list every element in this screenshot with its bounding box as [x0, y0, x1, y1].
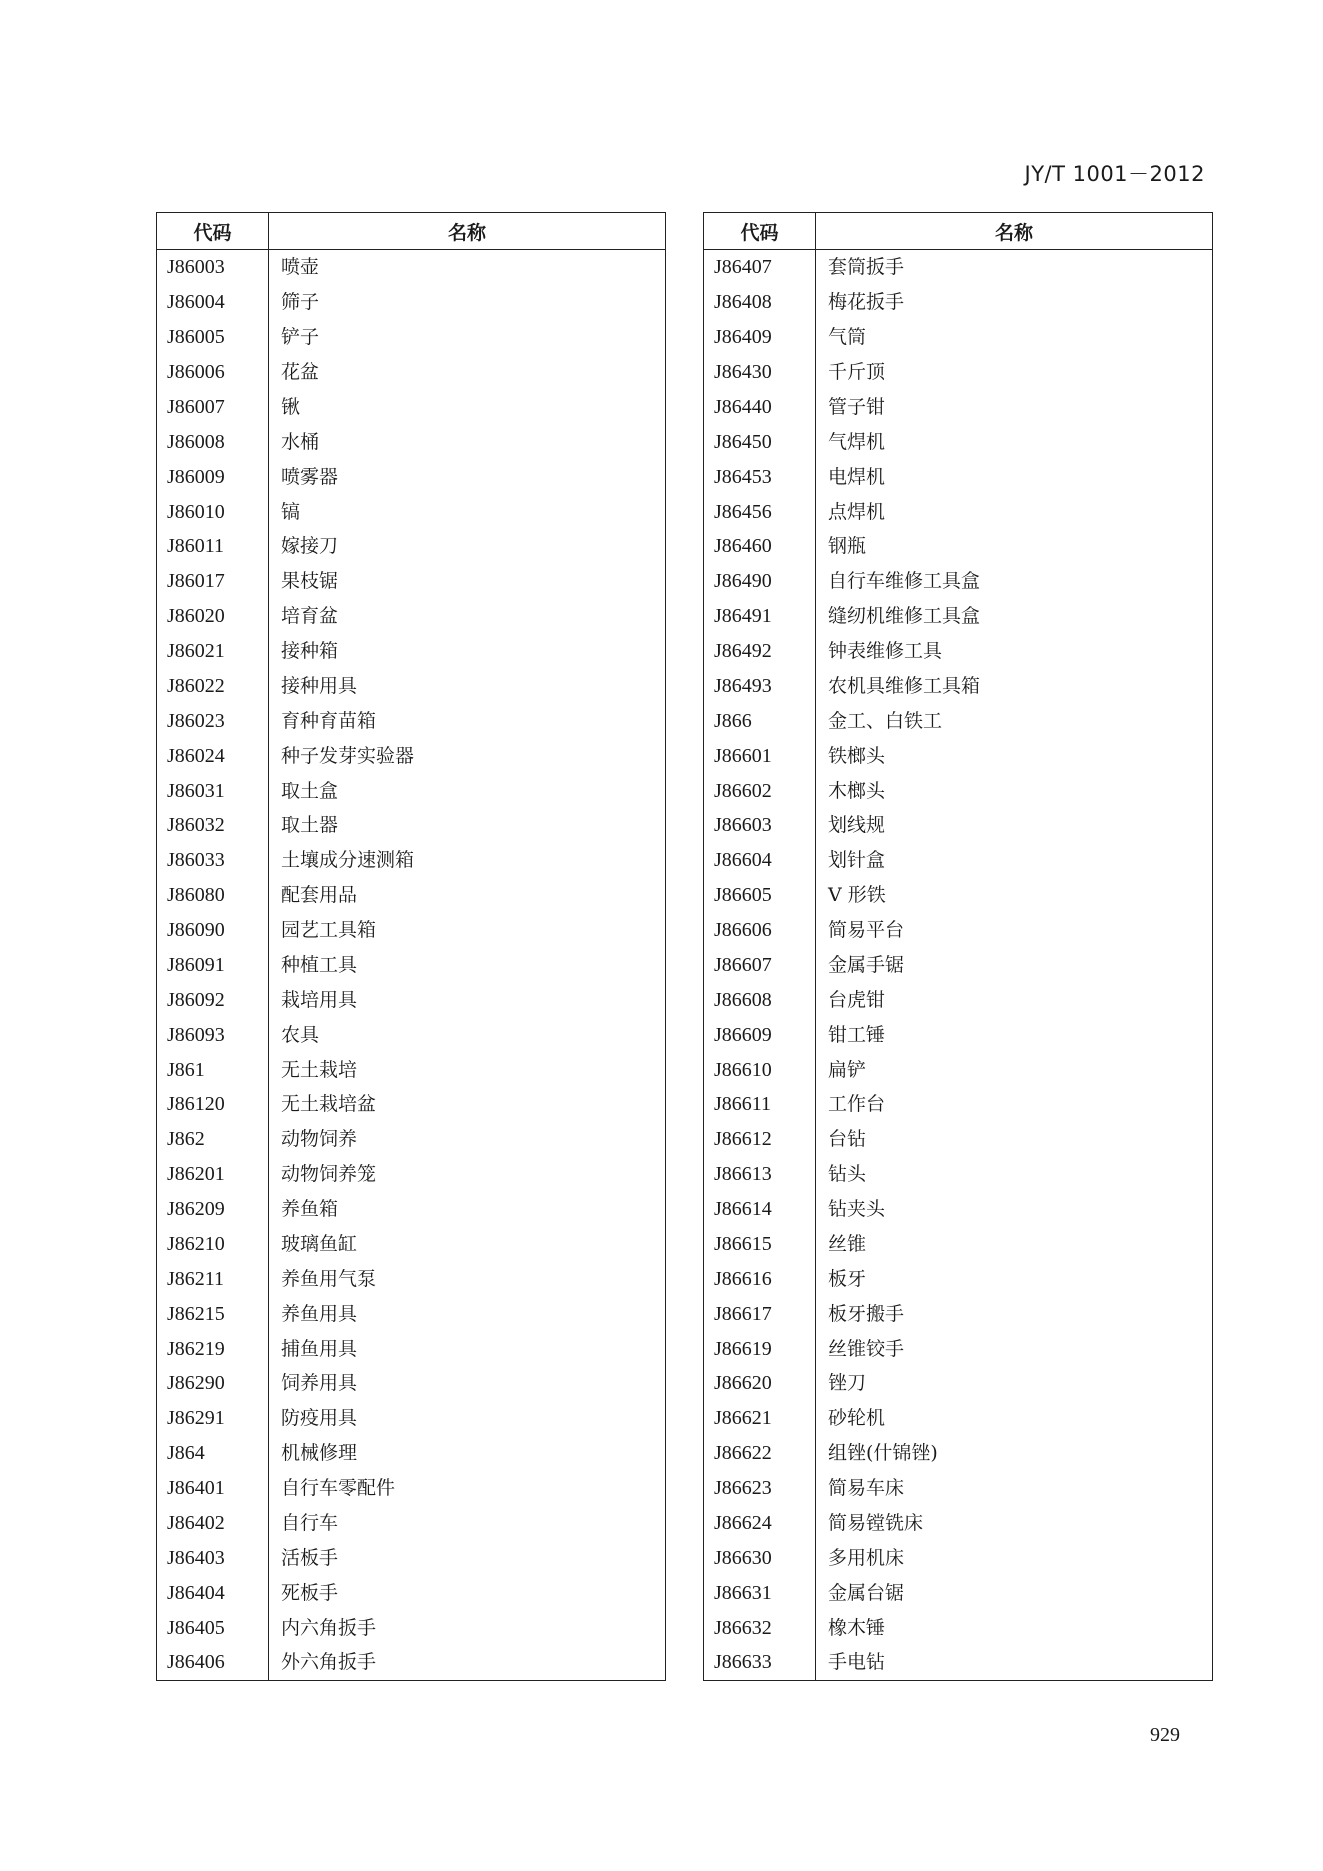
cell-name: 丝锥铰手	[828, 1337, 905, 1360]
cell-name: 橡木锤	[828, 1616, 886, 1639]
table-row	[157, 494, 666, 529]
cell-name: 锉刀	[828, 1372, 867, 1395]
table-row	[157, 1436, 666, 1471]
table-row	[704, 913, 1213, 948]
cell-name: 镐	[281, 500, 301, 523]
cell-code: J86491	[704, 599, 816, 634]
table-row	[157, 1366, 666, 1401]
cell-code: J86606	[704, 913, 816, 948]
cell-code: J86613	[704, 1157, 816, 1192]
table-row	[157, 913, 666, 948]
table-row	[704, 1087, 1213, 1122]
table-row	[704, 1052, 1213, 1087]
cell-name: 无土栽培盆	[281, 1093, 377, 1116]
table-row	[704, 599, 1213, 634]
cell-code: J86614	[704, 1192, 816, 1227]
cell-code: J86402	[157, 1506, 269, 1541]
cell-name: 铁榔头	[828, 744, 886, 767]
cell-name: 自行车维修工具盒	[828, 570, 981, 593]
cell-code: J86020	[157, 599, 269, 634]
cell-name: 金属手锯	[828, 953, 905, 976]
cell-code: J86619	[704, 1331, 816, 1366]
cell-name: 接种箱	[281, 640, 339, 663]
cell-code: J86405	[157, 1610, 269, 1645]
cell-code: J86005	[157, 320, 269, 355]
table-row	[157, 948, 666, 983]
table-header-row	[704, 213, 1213, 250]
table-row	[704, 1157, 1213, 1192]
cell-code: J86406	[157, 1645, 269, 1680]
cell-name: 水桶	[281, 430, 320, 453]
table-row	[704, 1261, 1213, 1296]
table-row	[157, 1471, 666, 1506]
table-row	[704, 738, 1213, 773]
cell-name: 钻夹头	[828, 1198, 886, 1221]
cell-code: J86008	[157, 424, 269, 459]
cell-code: J86630	[704, 1540, 816, 1575]
cell-name: V 形铁	[828, 884, 886, 907]
cell-name: 种子发芽实验器	[281, 744, 415, 767]
cell-code: J86090	[157, 913, 269, 948]
cell-code: J86404	[157, 1575, 269, 1610]
cell-name: 筛子	[281, 291, 320, 314]
cell-name: 花盆	[281, 361, 320, 384]
cell-code: J86211	[157, 1261, 269, 1296]
standard-code: JY/T 1001－2012	[1024, 162, 1205, 186]
cell-code: J86493	[704, 669, 816, 704]
table-row	[157, 250, 666, 285]
cell-name: 简易车床	[828, 1477, 905, 1500]
cell-name: 金属台锯	[828, 1581, 905, 1604]
cell-name: 气筒	[828, 326, 867, 349]
cell-code: J86603	[704, 808, 816, 843]
table-row	[157, 1157, 666, 1192]
cell-code: J86621	[704, 1401, 816, 1436]
table-row	[704, 1645, 1213, 1680]
cell-code: J86624	[704, 1506, 816, 1541]
table-row	[704, 843, 1213, 878]
table-row	[157, 564, 666, 599]
cell-code: J86631	[704, 1575, 816, 1610]
cell-name: 丝锥	[828, 1232, 867, 1255]
table-row	[157, 738, 666, 773]
cell-name: 防疫用具	[281, 1407, 358, 1430]
cell-name: 简易平台	[828, 919, 905, 942]
cell-code: J86403	[157, 1540, 269, 1575]
cell-code: J86620	[704, 1366, 816, 1401]
table-row	[157, 1192, 666, 1227]
table-row	[704, 459, 1213, 494]
table-row	[157, 1122, 666, 1157]
table-row	[157, 285, 666, 320]
table-row	[704, 634, 1213, 669]
cell-name: 划线规	[828, 814, 886, 837]
cell-name: 钻头	[828, 1163, 867, 1186]
cell-code: J86605	[704, 878, 816, 913]
cell-name: 气焊机	[828, 430, 886, 453]
cell-code: J86092	[157, 982, 269, 1017]
cell-name: 台虎钳	[828, 988, 886, 1011]
cell-code: J86401	[157, 1471, 269, 1506]
cell-code: J86023	[157, 703, 269, 738]
cell-name: 管子钳	[828, 395, 886, 418]
table-row	[157, 424, 666, 459]
table-body-left	[157, 250, 666, 1681]
cell-code: J86290	[157, 1366, 269, 1401]
cell-code: J86607	[704, 948, 816, 983]
table-row	[157, 1575, 666, 1610]
table-row	[704, 878, 1213, 913]
cell-name: 钢瓶	[828, 535, 867, 558]
cell-code: J86201	[157, 1157, 269, 1192]
page-number: 929	[1150, 1724, 1180, 1746]
cell-name: 自行车	[281, 1511, 339, 1534]
cell-name: 工作台	[828, 1093, 886, 1116]
cell-code: J86091	[157, 948, 269, 983]
cell-name: 捕鱼用具	[281, 1337, 358, 1360]
cell-code: J86440	[704, 390, 816, 425]
table-row	[704, 1401, 1213, 1436]
cell-code: J86608	[704, 982, 816, 1017]
cell-code: J86633	[704, 1645, 816, 1680]
cell-code: J86407	[704, 250, 816, 285]
cell-code: J86612	[704, 1122, 816, 1157]
table-row	[704, 1296, 1213, 1331]
table-row	[704, 285, 1213, 320]
table-row	[704, 1331, 1213, 1366]
cell-name: 喷壶	[281, 256, 320, 279]
cell-name: 外六角扳手	[281, 1651, 377, 1674]
table-row	[157, 1540, 666, 1575]
table-row	[704, 1506, 1213, 1541]
cell-name: 接种用具	[281, 674, 358, 697]
cell-name: 组锉(什锦锉)	[828, 1442, 938, 1465]
cell-name: 台钻	[828, 1128, 867, 1151]
cell-name: 扁铲	[828, 1058, 867, 1081]
cell-name: 钟表维修工具	[828, 640, 943, 663]
cell-code: J86604	[704, 843, 816, 878]
cell-name: 钳工锤	[828, 1023, 886, 1046]
table-row	[157, 1506, 666, 1541]
cell-name: 果枝锯	[281, 570, 339, 593]
cell-name: 饲养用具	[281, 1372, 358, 1395]
cell-code: J86004	[157, 285, 269, 320]
table-row	[157, 390, 666, 425]
cell-name: 农机具维修工具箱	[828, 674, 981, 697]
cell-name: 木榔头	[828, 779, 886, 802]
table-row	[157, 1261, 666, 1296]
cell-name: 板牙搬手	[828, 1302, 905, 1325]
table-row	[157, 773, 666, 808]
table-row	[704, 320, 1213, 355]
cell-name: 套筒扳手	[828, 256, 905, 279]
cell-code: J86209	[157, 1192, 269, 1227]
cell-name: 梅花扳手	[828, 291, 905, 314]
cell-name: 锹	[281, 395, 301, 418]
cell-name: 板牙	[828, 1267, 867, 1290]
table-row	[157, 529, 666, 564]
cell-code: J86602	[704, 773, 816, 808]
table-header-row	[157, 213, 666, 250]
table-row	[704, 982, 1213, 1017]
cell-name: 配套用品	[281, 884, 358, 907]
cell-name: 养鱼用气泵	[281, 1267, 377, 1290]
table-row	[157, 1296, 666, 1331]
table-row	[704, 529, 1213, 564]
cell-code: J86490	[704, 564, 816, 599]
cell-name: 育种育苗箱	[281, 709, 377, 732]
cell-name: 培育盆	[281, 605, 339, 628]
table-row	[157, 1645, 666, 1680]
cell-name: 铲子	[281, 326, 320, 349]
table-row	[704, 390, 1213, 425]
cell-code: J86031	[157, 773, 269, 808]
table-row	[704, 424, 1213, 459]
cell-code: J86120	[157, 1087, 269, 1122]
table-row	[157, 599, 666, 634]
cell-name: 动物饲养	[281, 1128, 358, 1151]
cell-name: 养鱼箱	[281, 1198, 339, 1221]
table-row	[704, 948, 1213, 983]
table-row	[157, 1610, 666, 1645]
cell-code: J86450	[704, 424, 816, 459]
cell-name: 园艺工具箱	[281, 919, 377, 942]
cell-code: J86022	[157, 669, 269, 704]
table-row	[704, 1471, 1213, 1506]
cell-code: J86011	[157, 529, 269, 564]
cell-name: 划针盒	[828, 849, 886, 872]
cell-name: 手电钻	[828, 1651, 886, 1674]
table-row	[704, 808, 1213, 843]
cell-code: J86032	[157, 808, 269, 843]
table-body-right	[704, 250, 1213, 1681]
cell-name: 砂轮机	[828, 1407, 886, 1430]
table-row	[704, 1540, 1213, 1575]
table-row	[704, 355, 1213, 390]
table-row	[157, 1331, 666, 1366]
cell-code: J86615	[704, 1227, 816, 1262]
cell-name: 农具	[281, 1023, 320, 1046]
cell-code: J86492	[704, 634, 816, 669]
cell-code: J86009	[157, 459, 269, 494]
cell-code: J86456	[704, 494, 816, 529]
cell-code: J86219	[157, 1331, 269, 1366]
cell-code: J86601	[704, 738, 816, 773]
table-row	[157, 1087, 666, 1122]
cell-code: J86003	[157, 250, 269, 285]
table-row	[157, 808, 666, 843]
cell-code: J866	[704, 703, 816, 738]
table-row	[704, 564, 1213, 599]
cell-code: J86093	[157, 1017, 269, 1052]
cell-code: J86430	[704, 355, 816, 390]
cell-code: J862	[157, 1122, 269, 1157]
table-row	[157, 1227, 666, 1262]
cell-name: 机械修理	[281, 1442, 358, 1465]
cell-code: J86021	[157, 634, 269, 669]
cell-code: J86006	[157, 355, 269, 390]
cell-name: 喷雾器	[281, 465, 339, 488]
table-row	[157, 669, 666, 704]
cell-code: J86617	[704, 1296, 816, 1331]
column-header-code: 代码	[704, 213, 816, 250]
cell-name: 无土栽培	[281, 1058, 358, 1081]
cell-code: J864	[157, 1436, 269, 1471]
cell-code: J86024	[157, 738, 269, 773]
table-row	[157, 634, 666, 669]
cell-name: 养鱼用具	[281, 1302, 358, 1325]
cell-name: 千斤顶	[828, 361, 886, 384]
table-row	[704, 669, 1213, 704]
cell-name: 取土器	[281, 814, 339, 837]
cell-code: J86033	[157, 843, 269, 878]
cell-code: J86007	[157, 390, 269, 425]
cell-code: J86616	[704, 1261, 816, 1296]
cell-name: 嫁接刀	[281, 535, 339, 558]
cell-code: J86291	[157, 1401, 269, 1436]
cell-name: 活板手	[281, 1546, 339, 1569]
cell-name: 内六角扳手	[281, 1616, 377, 1639]
cell-code: J86622	[704, 1436, 816, 1471]
column-header-name: 名称	[269, 213, 666, 250]
table-row	[157, 703, 666, 738]
column-header-code: 代码	[157, 213, 269, 250]
cell-code: J86610	[704, 1052, 816, 1087]
code-table-left	[156, 212, 666, 1681]
cell-name: 种植工具	[281, 953, 358, 976]
cell-name: 缝纫机维修工具盒	[828, 605, 981, 628]
cell-code: J86453	[704, 459, 816, 494]
cell-code: J86609	[704, 1017, 816, 1052]
cell-name: 点焊机	[828, 500, 886, 523]
cell-code: J86460	[704, 529, 816, 564]
cell-code: J86210	[157, 1227, 269, 1262]
cell-code: J86632	[704, 1610, 816, 1645]
table-row	[704, 1436, 1213, 1471]
cell-name: 取土盒	[281, 779, 339, 802]
cell-code: J86017	[157, 564, 269, 599]
table-row	[704, 703, 1213, 738]
cell-name: 金工、白铁工	[828, 709, 943, 732]
cell-name: 多用机床	[828, 1546, 905, 1569]
table-row	[704, 1366, 1213, 1401]
table-row	[157, 1052, 666, 1087]
cell-code: J86215	[157, 1296, 269, 1331]
table-row	[704, 250, 1213, 285]
table-row	[157, 1017, 666, 1052]
table-row	[704, 1610, 1213, 1645]
table-row	[704, 1192, 1213, 1227]
cell-name: 土壤成分速测箱	[281, 849, 415, 872]
cell-code: J86611	[704, 1087, 816, 1122]
table-row	[704, 1122, 1213, 1157]
cell-code: J86080	[157, 878, 269, 913]
table-row	[157, 878, 666, 913]
column-header-name: 名称	[816, 213, 1213, 250]
table-row	[157, 1401, 666, 1436]
table-row	[704, 1017, 1213, 1052]
code-table-right	[703, 212, 1213, 1681]
cell-name: 电焊机	[828, 465, 886, 488]
cell-name: 简易镗铣床	[828, 1511, 924, 1534]
table-row	[157, 459, 666, 494]
cell-code: J86408	[704, 285, 816, 320]
table-row	[157, 843, 666, 878]
table-row	[704, 494, 1213, 529]
cell-name: 死板手	[281, 1581, 339, 1604]
cell-code: J86623	[704, 1471, 816, 1506]
cell-code: J86010	[157, 494, 269, 529]
table-row	[157, 982, 666, 1017]
table-row	[704, 1575, 1213, 1610]
table-row	[157, 355, 666, 390]
cell-code: J861	[157, 1052, 269, 1087]
table-row	[704, 773, 1213, 808]
cell-name: 栽培用具	[281, 988, 358, 1011]
table-row	[157, 320, 666, 355]
cell-name: 自行车零配件	[281, 1477, 396, 1500]
cell-name: 动物饲养笼	[281, 1163, 377, 1186]
cell-code: J86409	[704, 320, 816, 355]
table-row	[704, 1227, 1213, 1262]
cell-name: 玻璃鱼缸	[281, 1232, 358, 1255]
